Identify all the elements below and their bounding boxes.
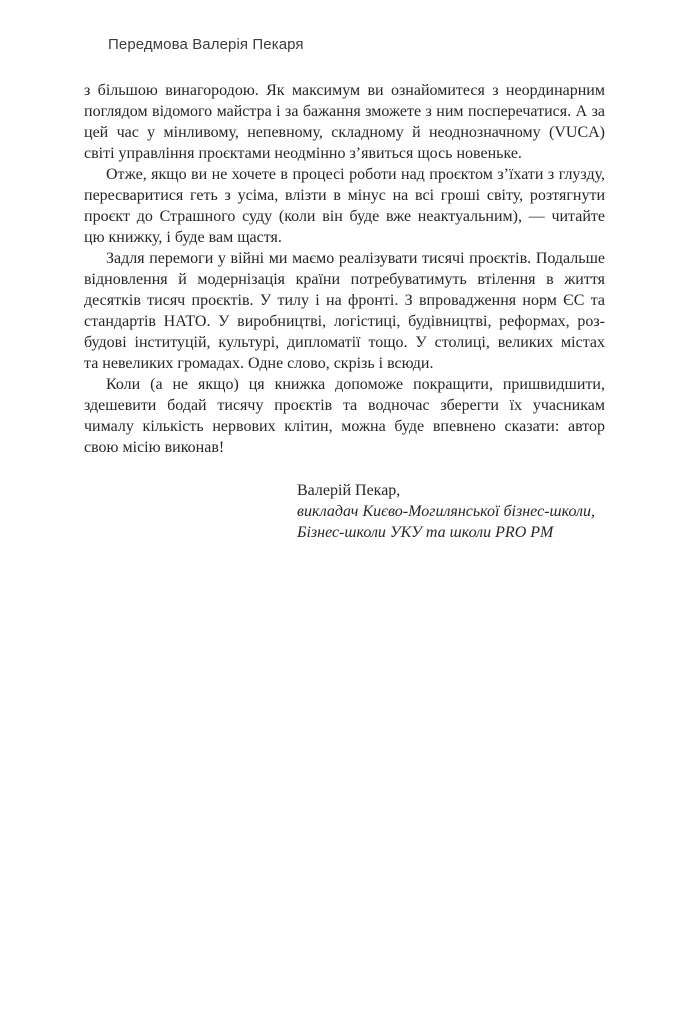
body-text — [84, 80, 605, 458]
text-line: відновлення й модернізація країни потребуватимуть втілення в життя — [84, 271, 605, 288]
text-line: десятків тисяч проєктів. У тилу і на фронті. З впровадження норм ЄС та — [84, 292, 605, 309]
text-line: пересваритися геть з усіма, влізти в мінус на всі гроші світу, розтягнути — [84, 187, 605, 204]
text-line: та невеликих громадах. Одне слово, скрізь і всюди. — [84, 355, 434, 372]
text-line: Коли (а не якщо) ця книжка допоможе покращити, пришвидшити, — [106, 376, 605, 393]
text-line: стандартів НАТО. У виробництві, логістиці, будівництві, реформах, роз- — [84, 313, 605, 330]
text-line: чималу кількість нервових клітин, можна буде впевнено сказати: автор — [84, 418, 605, 435]
signature-block — [297, 480, 595, 543]
paragraph — [84, 374, 605, 458]
text-line: будові інституцій, культурі, дипломатії тощо. У столиці, великих містах — [84, 334, 605, 351]
signature-roles — [297, 501, 595, 543]
paragraph — [84, 248, 605, 374]
text-line: цю книжку, і буде вам щастя. — [84, 229, 282, 246]
text-line: свою місію виконав! — [84, 439, 225, 456]
text-line: поглядом відомого майстра і за бажання зможете з ним посперечатися. А за — [84, 103, 605, 120]
paragraph — [84, 164, 605, 248]
paragraph — [84, 80, 605, 164]
signature-role: викладач Києво-Могилянської бізнес-школи, — [297, 503, 596, 520]
signature-role: Бізнес-школи УКУ та школи PRO PM — [297, 524, 554, 541]
text-line: здешевити бодай тисячу проєктів та водночас зберегти їх учасникам — [84, 397, 605, 414]
text-line: з більшою винагородою. Як максимум ви ознайомитеся з неординарним — [84, 82, 605, 99]
text-line: проєкт до Страшного суду (коли він буде вже неактуальним), — читайте — [84, 208, 605, 225]
text-line: Отже, якщо ви не хочете в процесі роботи над проєктом з’їхати з глузду, — [106, 166, 605, 183]
text-line: цей час у мінливому, непевному, складному й неоднозначному (VUCA) — [84, 124, 605, 141]
running-header: Передмова Валерія Пекаря — [108, 36, 304, 53]
text-line: світі управління проєктами неодмінно з’явиться щось новеньке. — [84, 145, 522, 162]
signature-name: Валерій Пекар, — [297, 482, 401, 499]
text-line: Задля перемоги у війні ми маємо реалізувати тисячі проєктів. Подальше — [106, 250, 605, 267]
